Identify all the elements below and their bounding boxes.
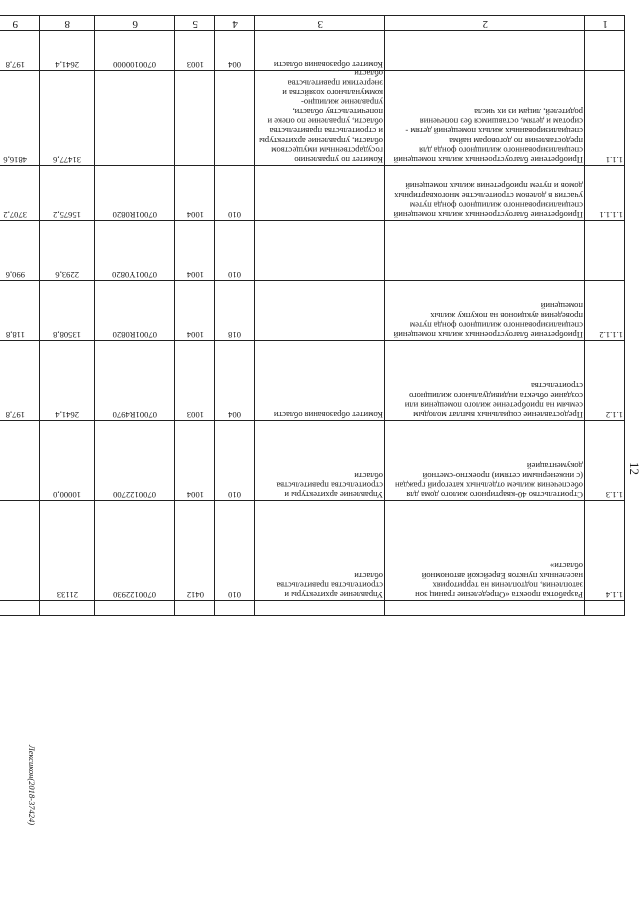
table-cell: Управление архитектуры и строительства правительства области: [274, 470, 383, 500]
table-cell: 07001Y0820: [112, 270, 158, 280]
table-cell: 1004: [186, 490, 204, 500]
table-cell: 004: [228, 410, 242, 420]
table-cell: 1.1.1.2: [599, 330, 623, 340]
header-cell: 6: [132, 18, 138, 30]
table-cell: Предоставление социальных выплат молодым семьям на приобретение жилого помещения или создание объекта индивидуального жилищного строительства: [402, 381, 583, 420]
column-border: [94, 15, 95, 615]
table-cell: Приобретение благоустроенных жилых помещений специализированного жилищного фонда путем проведения аукционов на покупку жилых помещений: [391, 301, 583, 340]
table-cell: 010: [228, 270, 242, 280]
table-cell: Комитет образования области: [273, 60, 383, 70]
table-cell: 13508,8: [53, 330, 82, 340]
table-cell: 1.1.2: [605, 410, 623, 420]
header-cell: 4: [232, 18, 238, 30]
table-cell: Комитет по управлению государственным имуществом области, управление архитектуры и строительства правительства области, управление по опеке и попечительству области, управление жилищно-коммунального хозяйства и энергетики правительства области: [256, 68, 383, 165]
header-cell: 3: [317, 18, 323, 30]
column-border: [254, 15, 255, 615]
table-cell: 15675,2: [53, 210, 82, 220]
header-cell: 8: [64, 18, 71, 30]
table-cell: 010: [228, 210, 242, 220]
table-cell: 1003: [186, 60, 204, 70]
column-border: [624, 15, 625, 615]
table-cell: 1004: [186, 270, 204, 280]
header-cell: 5: [192, 18, 198, 30]
table-cell: 990,6: [5, 270, 25, 280]
table-cell: 2641,4: [55, 410, 80, 420]
table-cell: Разработка проекта «Определение границ зон затопления, подтопления на территориях населенных пунктов Еврейской автономной области»: [413, 561, 583, 600]
table-cell: 0700100000: [113, 60, 157, 70]
table-cell: 018: [228, 330, 242, 340]
table-cell: 197,8: [5, 60, 25, 70]
table-cell: 118,8: [5, 330, 25, 340]
table-cell: 21133: [56, 590, 79, 600]
table-cell: 004: [228, 60, 242, 70]
footer-code: Лексикон(2018-37424): [27, 745, 37, 826]
table-cell: 0412: [186, 590, 204, 600]
column-border: [174, 15, 175, 615]
table-cell: 1.1.1.1: [599, 210, 623, 220]
table-cell: Комитет образования области: [273, 410, 383, 420]
column-border: [39, 15, 40, 615]
column-border: [384, 15, 385, 615]
table-cell: 07001R0820: [112, 330, 158, 340]
table-cell: Приобретение благоустроенных жилых помещений специализированного жилищного фонда путем участия в долевом строительстве многоквартирных домов и путем приобретения жилых помещений: [391, 181, 583, 220]
table-cell: 010: [228, 590, 242, 600]
table-cell: 2641,4: [55, 60, 80, 70]
table-cell: Строительство 40-квартирного жилого дома для обеспечения жильем отдельных категорий граждан (с инженерными сетями) проектно-сметной документацией: [392, 461, 583, 500]
table-cell: 010: [228, 490, 242, 500]
table-cell: 1004: [186, 330, 204, 340]
table-cell: 1.1.3: [605, 490, 623, 500]
table-cell: 197,8: [5, 410, 25, 420]
table-cell: 1.1.1: [605, 155, 623, 165]
column-border: [584, 15, 585, 615]
page-number: 12: [627, 462, 642, 475]
table-cell: 31477,6: [53, 155, 82, 165]
table-cell: 07001R4970: [112, 410, 158, 420]
header-cell: 9: [12, 18, 18, 30]
column-border: [214, 15, 215, 615]
table-cell: 07001R0820: [112, 210, 158, 220]
table-cell: 10000,0: [53, 490, 82, 500]
table-cell: 1.1.4: [605, 590, 623, 600]
table-cell: 2293,6: [55, 270, 80, 280]
table-cell: 0700122930: [113, 590, 157, 600]
table-cell: 1003: [186, 410, 204, 420]
table-cell: 0700122700: [113, 490, 157, 500]
table-cell: Приобретение благоустроенных жилых помещений специализированного жилищного фонда для предоставления по договорам найма специализированных жилых помещений детям - сиротам и детям, оставшимся без попечения родителей, лицам из их числа: [391, 107, 583, 165]
table-cell: Управление архитектуры и строительства правительства области: [274, 570, 383, 600]
header-cell: 1: [602, 18, 608, 30]
table-cell: 1004: [186, 210, 204, 220]
header-cell: 2: [482, 18, 488, 30]
table-cell: 3707,2: [3, 210, 27, 220]
table-cell: 4816,6: [3, 155, 27, 165]
row-border: [0, 615, 625, 616]
